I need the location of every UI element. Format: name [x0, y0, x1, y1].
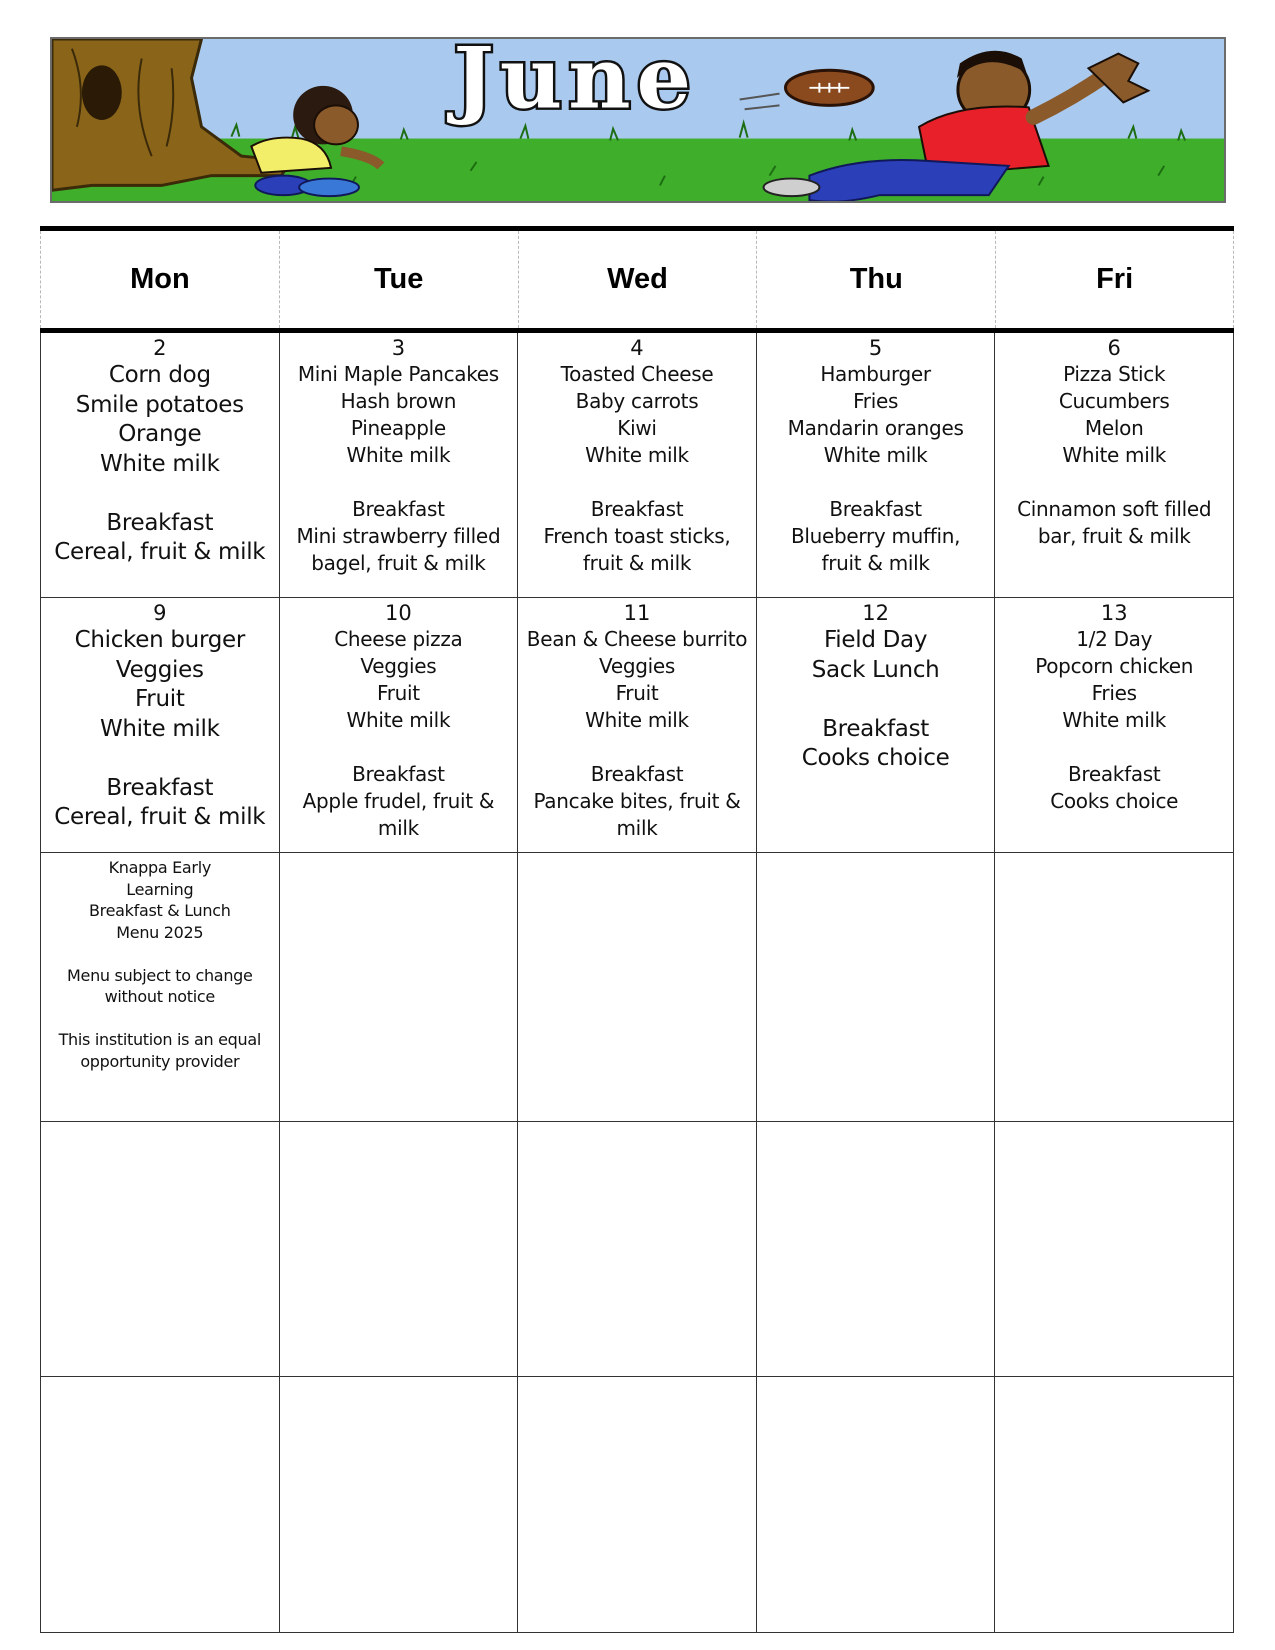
menu-line: White milk	[346, 443, 451, 467]
menu-line: Smile potatoes	[75, 391, 244, 418]
day-number: 3	[391, 336, 406, 360]
menu-line: Fries	[1091, 681, 1137, 705]
day-cell	[757, 333, 996, 597]
menu-line: Breakfast	[352, 497, 445, 521]
note-line	[41, 943, 279, 965]
day-number: 11	[623, 601, 651, 625]
menu-line: Breakfast	[106, 774, 214, 801]
menu-line: Hamburger	[820, 362, 931, 386]
menu-line: Pineapple	[350, 416, 446, 440]
menu-line: fruit & milk	[821, 551, 930, 575]
menu-line: White milk	[346, 708, 451, 732]
menu-line: Orange	[118, 421, 202, 447]
menu-line: Breakfast	[1067, 762, 1161, 786]
empty-day-cell	[757, 852, 996, 1121]
day-number: 6	[1107, 336, 1121, 360]
empty-day-cell	[518, 852, 757, 1121]
day-cell	[995, 333, 1234, 597]
menu-line: Mandarin oranges	[787, 416, 964, 440]
menu-line	[41, 744, 279, 774]
menu-line	[41, 479, 279, 509]
menu-line: Chicken burger	[74, 627, 246, 653]
empty-day-cell	[995, 1376, 1234, 1633]
menu-line: Breakfast	[106, 509, 214, 536]
menu-line: milk	[616, 816, 658, 840]
menu-line: Mini strawberry filled	[296, 524, 501, 548]
menu-line: Pancake bites, fruit &	[533, 789, 741, 813]
menu-line: White milk	[1062, 708, 1167, 732]
menu-line	[995, 469, 1233, 496]
children-playing-football-illustration	[52, 39, 1224, 201]
menu-line: White milk	[585, 443, 689, 467]
menu-line: Cooks choice	[801, 745, 950, 771]
day-cell	[518, 333, 757, 597]
empty-day-cell	[757, 1376, 996, 1633]
menu-line: Mini Maple Pancakes	[297, 362, 499, 386]
menu-line: Fruit	[135, 686, 185, 712]
note-line: Menu 2025	[116, 922, 204, 942]
day-number: 13	[1100, 601, 1128, 625]
empty-day-cell	[757, 1121, 996, 1376]
menu-line	[757, 469, 995, 496]
menu-line: White milk	[99, 450, 220, 477]
empty-day-cell	[518, 1121, 757, 1376]
note-line: opportunity provider	[80, 1051, 240, 1071]
day-cell	[41, 333, 280, 597]
menu-line: French toast sticks,	[543, 524, 731, 548]
menu-line: Cooks choice	[1050, 789, 1179, 813]
menu-line: Veggies	[598, 654, 675, 678]
day-number: 4	[630, 336, 644, 360]
menu-line: Breakfast	[829, 497, 922, 521]
calendar-grid	[40, 333, 1234, 1633]
menu-line: Sack Lunch	[811, 656, 940, 683]
menu-line	[518, 734, 756, 761]
menu-line: milk	[377, 816, 419, 840]
day-cell	[757, 597, 996, 852]
empty-day-cell	[995, 852, 1234, 1121]
day-cell	[518, 597, 757, 852]
day-cell	[280, 333, 519, 597]
menu-line	[518, 469, 756, 496]
note-line	[41, 1008, 279, 1030]
weekday-header-row	[40, 231, 1234, 328]
menu-line: bar, fruit & milk	[1037, 524, 1191, 548]
weekday-header-wed: Wed	[518, 231, 757, 328]
menu-line: Cucumbers	[1058, 389, 1170, 413]
day-number: 10	[385, 601, 412, 625]
menu-line: Apple frudel, fruit &	[302, 789, 495, 813]
june-banner	[50, 37, 1226, 203]
menu-line: Hash brown	[340, 389, 457, 413]
menu-line: Pizza Stick	[1063, 362, 1166, 386]
menu-line: Cinnamon soft filled	[1017, 497, 1212, 521]
note-line: Learning	[126, 879, 194, 899]
menu-line: Toasted Cheese	[560, 362, 714, 386]
day-number: 5	[868, 336, 883, 360]
empty-day-cell	[280, 1121, 519, 1376]
menu-line: Fruit	[615, 681, 659, 705]
menu-line: Baby carrots	[575, 389, 699, 413]
menu-line: Breakfast	[822, 715, 929, 742]
day-number: 9	[153, 601, 167, 625]
menu-line: Veggies	[360, 654, 437, 678]
empty-day-cell	[995, 1121, 1234, 1376]
menu-line: Fruit	[376, 681, 420, 705]
menu-line: Melon	[1084, 416, 1144, 440]
day-number: 12	[862, 601, 889, 625]
menu-info-note	[41, 852, 280, 1121]
weekday-header-mon: Mon	[40, 231, 279, 328]
menu-line	[280, 469, 518, 496]
day-cell	[280, 597, 519, 852]
menu-line: Field Day	[824, 627, 928, 653]
menu-line: White milk	[585, 708, 689, 732]
empty-day-cell	[41, 1121, 280, 1376]
empty-day-cell	[280, 852, 519, 1121]
note-line: Menu subject to change	[67, 965, 253, 985]
menu-line	[280, 734, 518, 761]
menu-line: Veggies	[115, 656, 204, 683]
menu-line: Cereal, fruit & milk	[54, 539, 266, 565]
note-line: This institution is an equal	[58, 1030, 262, 1049]
menu-line	[757, 685, 995, 715]
menu-line	[995, 734, 1233, 761]
menu-line: White milk	[99, 715, 220, 742]
menu-line: Breakfast	[590, 762, 684, 786]
menu-line: Kiwi	[617, 416, 657, 440]
menu-line: Popcorn chicken	[1035, 654, 1194, 678]
note-line: Knappa Early	[108, 858, 212, 877]
weekday-header-tue: Tue	[279, 231, 518, 328]
menu-line: Breakfast	[352, 762, 445, 786]
note-line: without notice	[104, 987, 215, 1006]
menu-line: 1/2 Day	[1076, 627, 1153, 651]
menu-line: bagel, fruit & milk	[311, 551, 486, 575]
empty-day-cell	[280, 1376, 519, 1633]
day-number: 2	[153, 336, 167, 360]
menu-line: White milk	[823, 443, 928, 467]
weekday-header-thu: Thu	[756, 231, 995, 328]
menu-line: Corn dog	[108, 362, 211, 388]
day-cell	[995, 597, 1234, 852]
empty-day-cell	[41, 1376, 280, 1633]
empty-day-cell	[518, 1376, 757, 1633]
menu-line: Blueberry muffin,	[790, 524, 961, 548]
menu-line: Breakfast	[590, 497, 684, 521]
menu-line: fruit & milk	[582, 551, 692, 575]
note-line: Breakfast & Lunch	[89, 901, 231, 920]
menu-line: Cereal, fruit & milk	[54, 804, 266, 830]
day-cell	[41, 597, 280, 852]
menu-line: Fries	[853, 389, 899, 413]
menu-line: Bean & Cheese burrito	[526, 627, 748, 651]
banner-title: June	[453, 39, 698, 129]
weekday-header-fri: Fri	[995, 231, 1234, 328]
menu-line: Cheese pizza	[334, 627, 463, 651]
menu-line: White milk	[1062, 443, 1167, 467]
